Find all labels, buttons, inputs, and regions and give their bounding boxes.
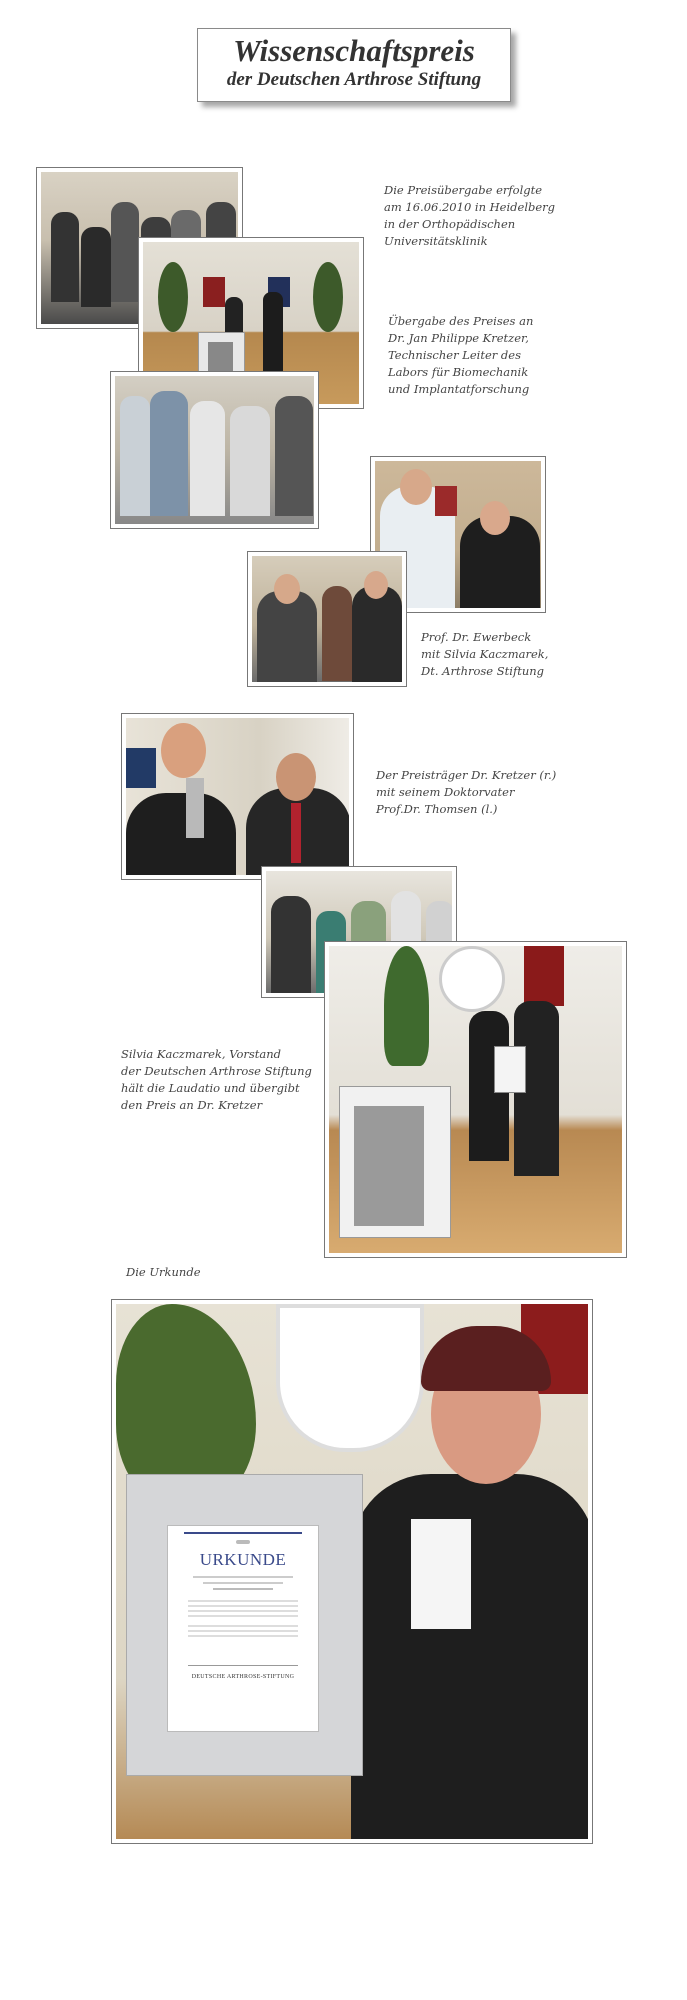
certificate-footer: DEUTSCHE ARTHROSE-STIFTUNG	[191, 1674, 295, 1680]
photo-audience	[110, 371, 319, 529]
caption-ewerbeck: Prof. Dr. Ewerbeck mit Silvia Kaczmarek, Dt. Arthrose Stiftung	[421, 630, 549, 678]
photo-award-handover	[324, 941, 627, 1258]
certificate-frame	[126, 1474, 363, 1776]
caption-handover-kretzer: Übergabe des Preises an Dr. Jan Philippe Kretzer, Technischer Leiter des Labors für Biomechanik und Implantatforschung	[388, 314, 534, 396]
photo-kretzer-thomsen	[121, 713, 354, 880]
caption-date-location: Die Preisübergabe erfolgte am 16.06.2010 in Heidelberg in der Orthopädischen Universitätsklinik	[384, 183, 556, 248]
caption-kretzer-thomsen: Der Preisträger Dr. Kretzer (r.) mit seinem Doktorvater Prof.Dr. Thomsen (l.)	[376, 768, 557, 816]
photo-certificate	[111, 1299, 593, 1844]
page-subtitle: der Deutschen Arthrose Stiftung	[226, 69, 482, 90]
page-title: Wissenschaftspreis	[233, 33, 475, 68]
photo-conversation	[247, 551, 407, 687]
title-box	[197, 28, 511, 102]
caption-laudatio: Silvia Kaczmarek, Vorstand der Deutschen Arthrose Stiftung hält die Laudatio und übergibt den Preis an Dr. Kretzer	[121, 1047, 312, 1112]
caption-certificate: Die Urkunde	[126, 1265, 201, 1279]
certificate-heading: URKUNDE	[199, 1550, 287, 1569]
